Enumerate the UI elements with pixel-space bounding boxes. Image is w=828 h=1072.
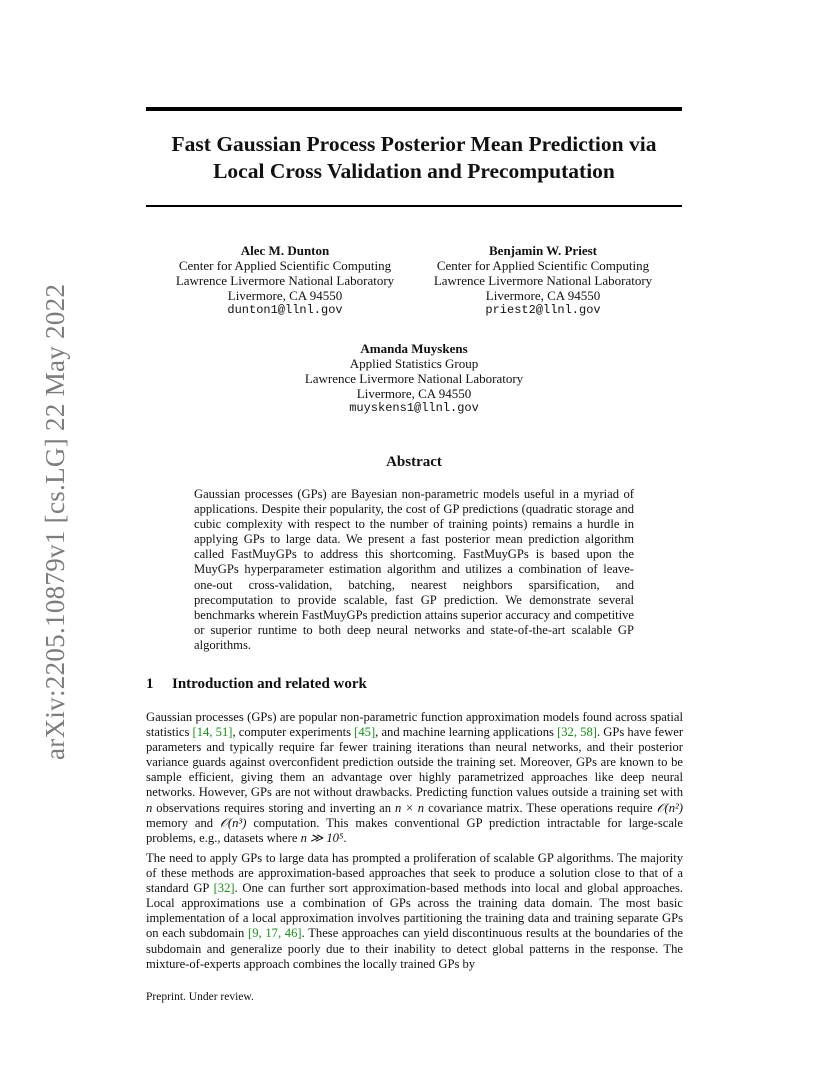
text-run: covariance matrix. These operations require xyxy=(424,800,657,815)
author-name: Benjamin W. Priest xyxy=(489,243,597,258)
text-run: , and machine learning applications xyxy=(375,725,558,740)
text-run: . One can further sort approximation-based methods into local and global approaches. Local approximations use a combination of GPs across the training data domain. The most basic implementation of a local approximation involves partitioning the training data and training separate GPs on each subdomain xyxy=(146,881,684,941)
author-org: Lawrence Livermore National Laboratory xyxy=(304,371,524,386)
intro-paragraph-2 xyxy=(146,851,683,972)
author-name: Alec M. Dunton xyxy=(240,243,330,258)
math-inline: n ≫ 10⁵ xyxy=(300,830,344,845)
arxiv-identifier[interactable]: arXiv:2205.10879v1 [cs.LG] 22 May 2022 xyxy=(40,283,70,760)
citation-link[interactable]: [9, 17, 46] xyxy=(248,926,302,941)
author-email[interactable]: muyskens1@llnl.gov xyxy=(349,401,479,415)
text-run: Gaussian processes (GPs) are popular non-parametric function approximation models found across spatial statistics xyxy=(146,710,683,740)
math-inline: n × n xyxy=(395,800,425,815)
citation-link[interactable]: [14, 51] xyxy=(192,725,233,740)
section-heading xyxy=(146,676,367,693)
math-inline: n xyxy=(146,800,153,815)
citation-link[interactable]: [32, 58] xyxy=(557,725,597,740)
author-dept: Center for Applied Scientific Computing xyxy=(436,258,650,273)
intro-paragraph-1 xyxy=(146,710,683,846)
citation-link[interactable]: [32] xyxy=(213,881,235,896)
abstract-heading: Abstract xyxy=(386,454,442,470)
author-address: Livermore, CA 94550 xyxy=(227,288,343,303)
preprint-footer: Preprint. Under review. xyxy=(146,991,254,1003)
citation-link[interactable]: [45] xyxy=(354,725,376,740)
text-run: , computer experiments xyxy=(232,725,355,740)
title-bottom-rule xyxy=(146,205,682,207)
text-run: . GPs have fewer parameters and typically require far fewer training iterations than neural networks, and their posterior variance guards against overconfident prediction outside the training set. Moreover, GPs are known to be sample efficient, giving them an advantage over highly parametrized approaches like deep neural networks. However, GPs are not without drawbacks. Predicting function values outside a training set with xyxy=(146,725,684,800)
author-email[interactable]: priest2@llnl.gov xyxy=(485,303,601,317)
author-dept: Applied Statistics Group xyxy=(349,356,479,371)
author-org: Lawrence Livermore National Laboratory xyxy=(433,273,653,288)
math-inline: 𝒪(n²) xyxy=(656,800,684,815)
text-run: observations requires storing and inverting an xyxy=(152,800,396,815)
author-address: Livermore, CA 94550 xyxy=(485,288,601,303)
author-block-1 xyxy=(160,243,410,318)
text-run: The need to apply GPs to large data has prompted a proliferation of scalable GP algorithms. The majority of these methods are approximation-based approaches that seek to produce a solution close to that of a standard GP xyxy=(146,851,683,896)
arxiv-stamp xyxy=(18,280,70,760)
text-run: memory and xyxy=(146,815,220,830)
text-run: . These approaches can yield discontinuous results at the boundaries of the subdomain and generalize poorly due to their inability to detect global patterns in the response. The mixture-of-experts approach combines the locally trained GPs by xyxy=(146,926,683,971)
author-block-3 xyxy=(289,341,539,416)
abstract-text: Gaussian processes (GPs) are Bayesian non-parametric models useful in a myriad of applications. Despite their popularity, the cost of GP predictions (quadratic storage and cubic complexity with respect to the number of training points) remains a hurdle in applying GPs to large data. We present a fast posterior mean prediction algorithm called FastMuyGPs to address this shortcoming. FastMuyGPs is based upon the MuyGPs hyperparameter estimation algorithm and utilizes a combination of leave-one-out cross-validation, batching, nearest neighbors sparsification, and precomputation to provide scalable, fast GP prediction. We demonstrate several benchmarks wherein FastMuyGPs prediction attains superior accuracy and competitive or superior runtime to both deep neural networks and state-of-the-art scalable GP algorithms. xyxy=(194,487,634,652)
author-name: Amanda Muyskens xyxy=(360,341,468,356)
title-line-1: Fast Gaussian Process Posterior Mean Prediction via xyxy=(171,132,657,156)
paper-title xyxy=(146,131,682,185)
author-dept: Center for Applied Scientific Computing xyxy=(178,258,392,273)
author-block-2 xyxy=(418,243,668,318)
section-number: 1 xyxy=(146,676,154,692)
text-run: computation. This makes conventional GP prediction intractable for large-scale problems, e.g., datasets where xyxy=(146,815,683,845)
title-line-2: Local Cross Validation and Precomputation xyxy=(213,159,615,183)
author-org: Lawrence Livermore National Laboratory xyxy=(175,273,395,288)
math-inline: 𝒪(n³) xyxy=(220,815,247,830)
title-top-rule xyxy=(146,107,682,111)
section-title: Introduction and related work xyxy=(172,676,367,692)
author-email[interactable]: dunton1@llnl.gov xyxy=(227,303,343,317)
author-address: Livermore, CA 94550 xyxy=(356,386,472,401)
text-run: . xyxy=(343,830,347,845)
